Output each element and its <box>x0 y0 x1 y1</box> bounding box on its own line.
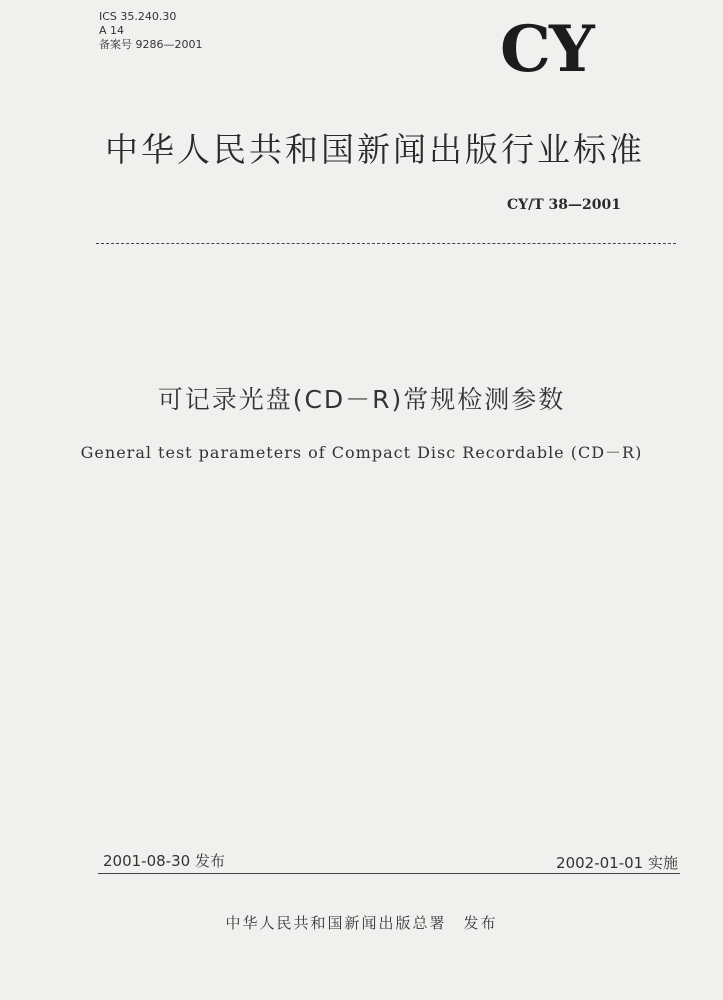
standard-number: CY/T 38—2001 <box>507 197 621 213</box>
issue-date: 2001-08-30 发布 <box>103 852 225 870</box>
organization-title: 中华人民共和国新闻出版行业标准 <box>105 130 645 169</box>
category-code: A 14 <box>99 24 125 37</box>
document-title-chinese: 可记录光盘(CD－R)常规检测参数 <box>157 385 566 414</box>
publisher: 中华人民共和国新闻出版总署 发布 <box>225 914 498 932</box>
classification-block <box>99 10 203 52</box>
ics-code: ICS 35.240.30 <box>99 10 177 23</box>
filing-number: 备案号 9286—2001 <box>99 38 203 51</box>
cy-logo: CY <box>500 12 593 87</box>
footer-divider <box>98 873 680 874</box>
header-divider <box>96 243 676 244</box>
document-title-english: General test parameters of Compact Disc Recordable (CD－R) <box>80 443 643 462</box>
implementation-date: 2002-01-01 实施 <box>556 854 678 872</box>
